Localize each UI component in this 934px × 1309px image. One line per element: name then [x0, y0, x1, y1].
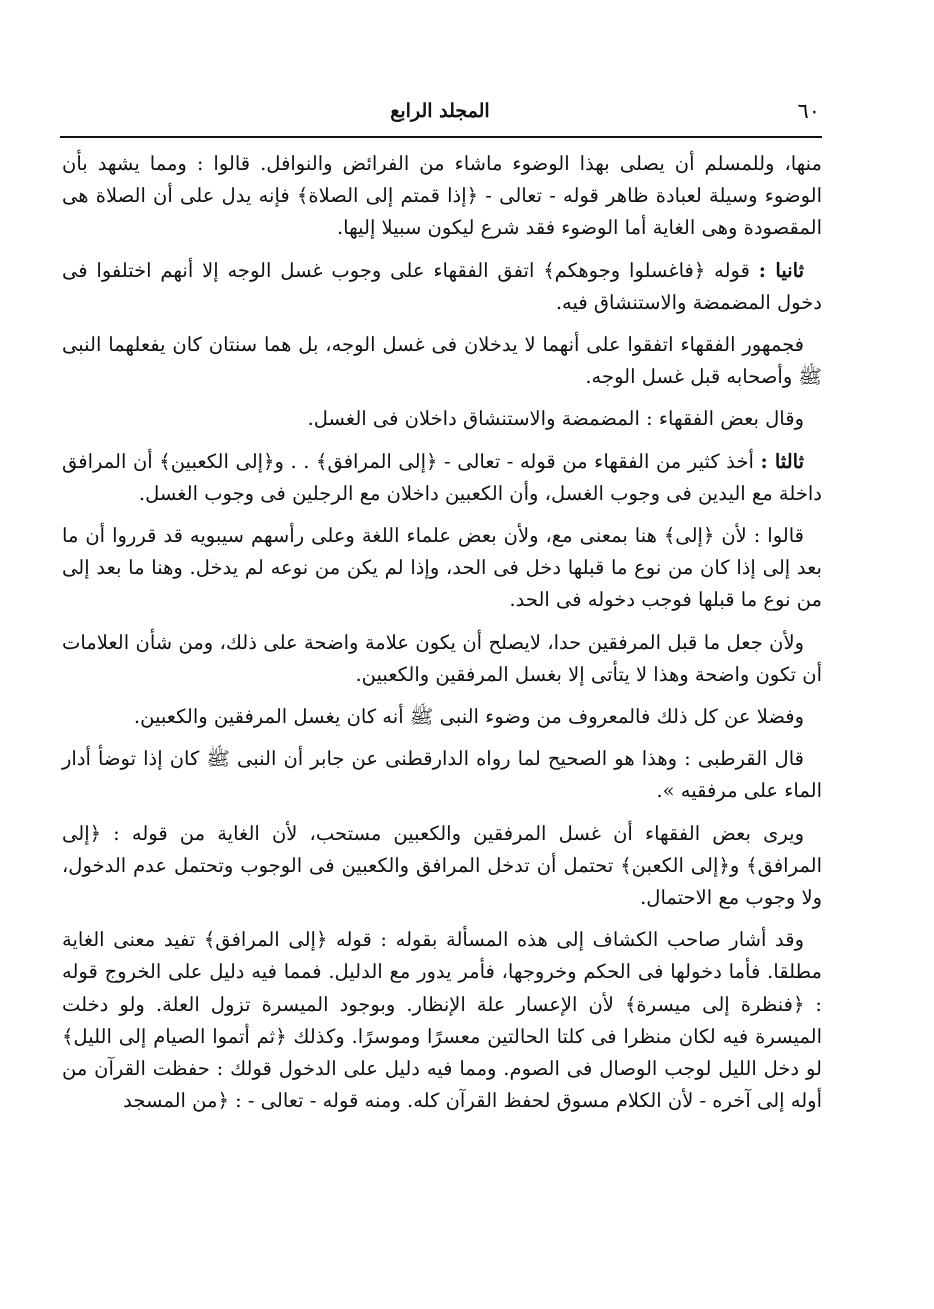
paragraph: [62, 329, 822, 393]
paragraph-lead: ثالثا :: [760, 449, 805, 473]
paragraph: [62, 255, 822, 319]
volume-title: المجلد الرابع: [390, 100, 490, 122]
page-number: ٦٠: [797, 99, 820, 123]
paragraph: [62, 148, 822, 245]
paragraph-text: قال القرطبى : وهذا هو الصحيح لما رواه الدارقطنى عن جابر أن النبى ﷺ كان إذا توضأ أدار الماء على مرفقيه ».: [62, 747, 822, 803]
paragraph-text: ولأن جعل ما قبل المرفقين حدا، لايصلح أن يكون علامة واضحة على ذلك، ومن شأن العلامات أن تكون واضحة وهذا لا يتأتى إلا بغسل المرفقين والكعبين.: [62, 630, 822, 686]
paragraph-text: قالوا : لأن ﴿إلى﴾ هنا بمعنى مع، ولأن بعض علماء اللغة وعلى رأسهم سيبويه قد قرروا أن ما بعد إلى إذا كان من نوع ما قبلها دخل فى الحد، وإذا لم يكن من نوعه لم يدخل. وهنا ما بعد إلى من نوع ما قبلها فوجب دخوله فى الحد.: [62, 524, 822, 612]
paragraph-text: ويرى بعض الفقهاء أن غسل المرفقين والكعبين مستحب، لأن الغاية من قوله : ﴿إلى المرافق﴾ و﴿إلى الكعبن﴾ تحتمل أن تدخل المرافق والكعبين فى الوجوب وتحتمل عدم الدخول، ولا وجوب مع الاحتمال.: [62, 821, 822, 910]
paragraph: [62, 403, 822, 435]
paragraph-text: وقد أشار صاحب الكشاف إلى هذه المسألة بقوله : قوله ﴿إلى المرافق﴾ تفيد معنى الغاية مطلقا. فأما دخولها فى الحكم وخروجها، فأمر يدور مع الدليل. فمما فيه دليل على الخروج قوله : ﴿فنظرة إلى ميسرة﴾ لأن الإعسار علة الإنظار. وبوجود الميسرة تزول العلة. ولو دخلت الميسرة فيه لكان منظرا فى كلتا الحالتين معسرًا وموسرًا. وكذلك ﴿ثم أتموا الصيام إلى الليل﴾ لو دخل الليل لوجب الوصال فى الصوم. ومما فيه دليل على الدخول قولك : حفظت القرآن من أوله إلى آخره - لأن الكلام مسوق لحفظ القرآن كله. ومنه قوله - تعالى - : ﴿من المسجد: [62, 928, 822, 1113]
paragraph: [62, 818, 822, 915]
paragraph: [62, 701, 822, 733]
paragraph: [62, 743, 822, 807]
main-text: [62, 148, 822, 1127]
paragraph-lead: ثانيا :: [758, 258, 805, 282]
paragraph-text: فجمهور الفقهاء اتفقوا على أنهما لا يدخلان فى غسل الوجه، بل هما سنتان كان يفعلهما النبى ﷺ وأصحابه قبل غسل الوجه.: [62, 333, 822, 389]
paragraph-text: وقال بعض الفقهاء : المضمضة والاستنشاق داخلان فى الغسل.: [307, 407, 804, 431]
paragraph-text: أخذ كثير من الفقهاء من قوله - تعالى - ﴿إلى المرافق﴾ . . و﴿إلى الكعبين﴾ أن المرافق داخلة مع اليدين فى وجوب الغسل، وأن الكعبين داخلان مع الرجلين فى وجوب الغسل.: [62, 449, 822, 505]
paragraph-text: منها، وللمسلم أن يصلى بهذا الوضوء ماشاء من الفرائض والنوافل. قالوا : ومما يشهد بأن الوضوء وسيلة لعبادة ظاهر قوله - تعالى - ﴿إذا قمتم إلى الصلاة﴾ فإنه يدل على أن الصلاة هى المقصودة وهى الغاية أما الوضوء فقد شرع ليكون سبيلا إليها.: [62, 152, 822, 240]
paragraph-text: قوله ﴿فاغسلوا وجوهكم﴾ اتفق الفقهاء على وجوب غسل الوجه إلا أنهم اختلفوا فى دخول المضمضة والاستنشاق فيه.: [62, 258, 822, 314]
running-header: [60, 96, 820, 130]
header-divider: [60, 136, 822, 138]
paragraph: [62, 520, 822, 617]
paragraph: [62, 627, 822, 691]
paragraph: [62, 924, 822, 1117]
paragraph: [62, 446, 822, 510]
paragraph-text: وفضلا عن كل ذلك فالمعروف من وضوء النبى ﷺ أنه كان يغسل المرفقين والكعبين.: [133, 705, 804, 729]
